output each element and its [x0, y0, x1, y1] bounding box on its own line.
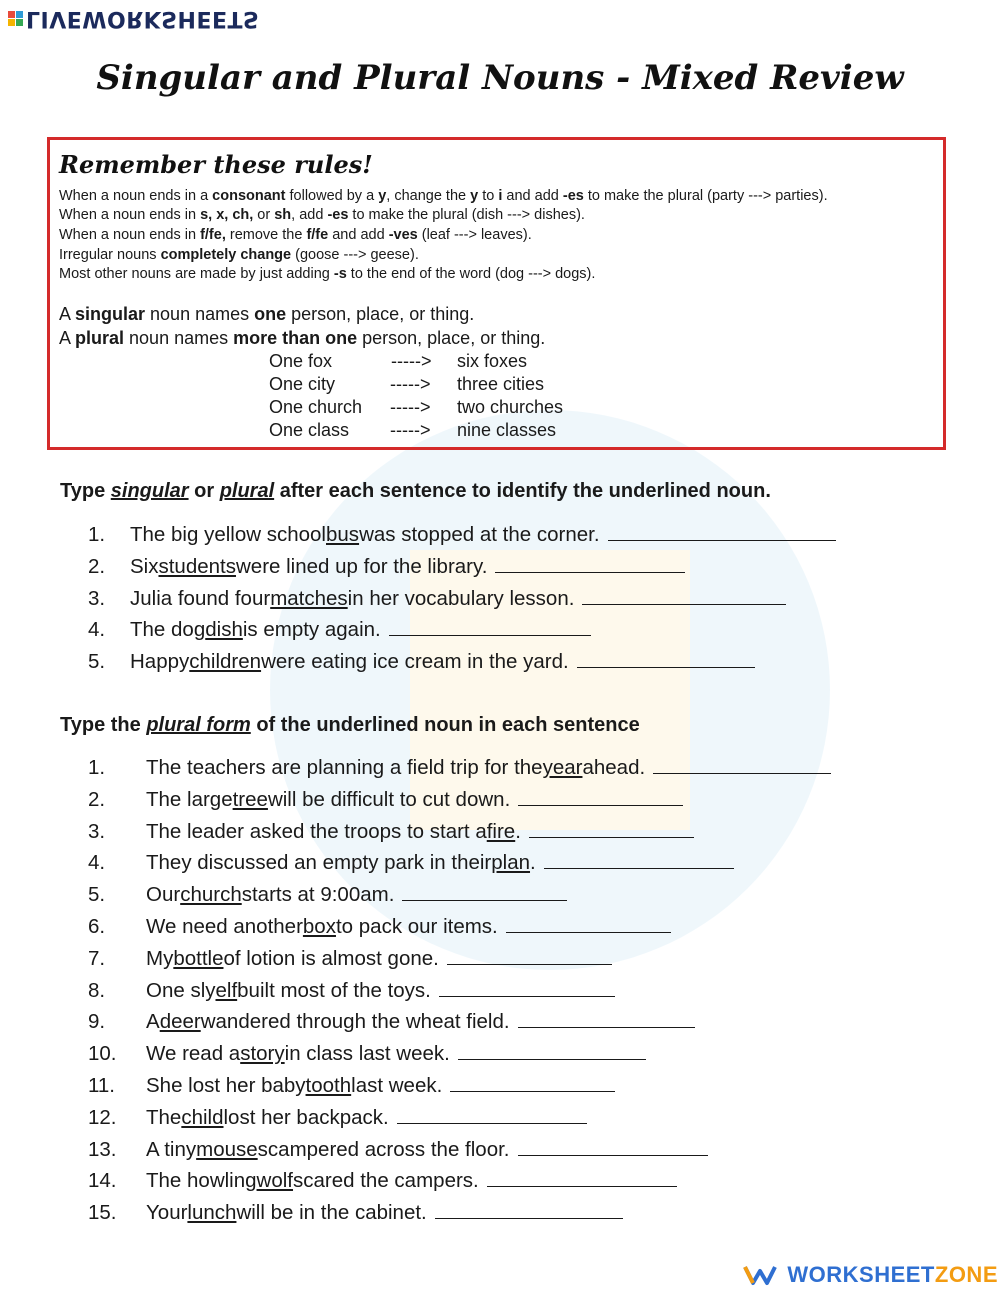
question-number: 1.	[88, 523, 106, 546]
rule-text: and add	[502, 188, 563, 204]
question-item	[88, 1009, 695, 1034]
answer-blank[interactable]	[389, 617, 591, 636]
question-number: 4.	[88, 851, 106, 875]
sentence-text: wandered through the wheat field.	[200, 1010, 510, 1034]
underlined-noun: box	[302, 915, 336, 938]
question-item	[88, 554, 685, 579]
answer-blank[interactable]	[506, 914, 671, 933]
question-number: 14.	[88, 1169, 117, 1193]
rule-text: remove the	[225, 227, 307, 243]
question-number: 4.	[88, 618, 106, 642]
sentence-text: will be in the cabinet.	[236, 1201, 427, 1225]
definition-text: noun names	[124, 328, 234, 348]
rule-text: to the end of the word (dog ---> dogs).	[346, 266, 596, 282]
answer-blank[interactable]	[487, 1168, 677, 1187]
question-item	[88, 586, 786, 611]
question-item	[88, 914, 671, 939]
example-plural: two churches	[457, 397, 564, 417]
sentence-text: to pack our items.	[335, 915, 498, 938]
definition-keyword: one	[254, 304, 287, 324]
question-number: 3.	[88, 819, 106, 843]
rule-text: When a noun ends in	[59, 227, 201, 243]
heading-keyword: plural	[219, 480, 275, 502]
question-number: 11.	[88, 1074, 115, 1097]
answer-blank[interactable]	[518, 1009, 695, 1028]
rule-text: followed by a	[285, 188, 379, 204]
answer-blank[interactable]	[518, 787, 683, 806]
definition-keyword: plural	[75, 328, 125, 348]
underlined-noun: tooth	[305, 1074, 352, 1097]
rule-text: Most other nouns are made by just adding	[59, 266, 334, 282]
answer-blank[interactable]	[518, 1137, 708, 1156]
sentence-text: My	[146, 946, 174, 970]
sentence-text: last week.	[351, 1074, 443, 1097]
definition-text: noun names	[145, 304, 255, 324]
answer-blank[interactable]	[450, 1073, 615, 1092]
underlined-noun: church	[180, 883, 242, 907]
sentence-text: The large	[146, 787, 233, 811]
question-item	[88, 787, 683, 812]
definition-line	[59, 328, 545, 349]
worksheetzone-footer	[743, 1262, 998, 1288]
sentence-text: One sly	[146, 978, 216, 1002]
example-plural: nine classes	[457, 420, 557, 440]
definition-text: A	[59, 328, 76, 348]
logo-blocks-icon	[8, 11, 23, 26]
rule-line	[59, 207, 585, 223]
rule-keyword: completely change	[160, 247, 292, 263]
footer-text-a: WORKSHEET	[787, 1262, 935, 1287]
rule-keyword: -s	[333, 266, 347, 282]
question-item	[88, 850, 734, 875]
question-item	[88, 1105, 587, 1130]
underlined-noun: elf	[215, 978, 238, 1002]
heading-text: Type the	[60, 714, 147, 736]
heading-text: Type	[60, 480, 111, 502]
question-number: 2.	[88, 787, 106, 811]
question-number: 12.	[88, 1105, 117, 1129]
sentence-text: The dog	[130, 618, 206, 642]
definition-keyword: more than one	[233, 328, 358, 348]
question-item	[88, 755, 831, 780]
sentence-text: will be difficult to cut down.	[267, 787, 511, 811]
sentence-text: is empty again.	[242, 618, 381, 642]
rule-keyword: y	[378, 188, 387, 204]
example-singular: One city	[269, 374, 336, 394]
rule-keyword: f/fe,	[200, 227, 226, 243]
underlined-noun: wolf	[256, 1169, 294, 1193]
underlined-noun: tree	[232, 787, 268, 811]
underlined-noun: matches	[270, 586, 348, 610]
rule-line	[59, 227, 532, 243]
rule-keyword: sh	[274, 207, 292, 223]
question-item	[88, 617, 591, 642]
rule-text: (leaf ---> leaves).	[417, 227, 532, 243]
page-title: Singular and Plural Nouns - Mixed Review	[96, 58, 904, 98]
sentence-text: They discussed an empty park in their	[146, 851, 492, 875]
answer-blank[interactable]	[447, 946, 612, 965]
sentence-text: were eating ice cream in the yard.	[261, 650, 569, 674]
underlined-noun: plan	[491, 851, 531, 875]
definition-text: person, place, or thing.	[286, 304, 475, 324]
question-number: 8.	[88, 978, 106, 1002]
question-item	[88, 882, 567, 907]
question-number: 3.	[88, 586, 106, 610]
sentence-text: A tiny	[146, 1137, 197, 1161]
heading-keyword: singular	[110, 480, 189, 502]
rule-keyword: s, x, ch,	[200, 207, 254, 223]
question-item	[88, 1073, 615, 1098]
liveworksheets-logo	[8, 6, 259, 31]
underlined-noun: lunch	[187, 1201, 237, 1225]
question-item	[88, 978, 615, 1003]
underlined-noun: deer	[159, 1010, 201, 1034]
question-number: 6.	[88, 915, 106, 938]
rule-text: to	[478, 188, 499, 204]
sentence-text: The teachers are planning a field trip for the	[146, 756, 543, 779]
question-number: 13.	[88, 1137, 117, 1161]
answer-blank[interactable]	[458, 1041, 646, 1060]
answer-blank[interactable]	[495, 554, 685, 573]
sentence-text: was stopped at the corner.	[359, 523, 600, 546]
example-arrow: ----->	[390, 374, 431, 394]
sentence-text: ahead.	[582, 756, 646, 779]
rule-keyword: i	[498, 188, 503, 204]
sentence-text: lost her backpack.	[223, 1105, 389, 1129]
worksheetzone-logo-icon	[743, 1264, 777, 1286]
sentence-text: were lined up for the library.	[235, 554, 488, 578]
question-item	[88, 946, 612, 971]
answer-blank[interactable]	[608, 522, 836, 541]
sentence-text: .	[515, 819, 521, 843]
sentence-text: .	[530, 851, 536, 875]
heading-text: of the underlined noun in each sentence	[250, 714, 640, 736]
question-item	[88, 1041, 646, 1066]
sentence-text: The big yellow school	[130, 523, 326, 546]
answer-blank[interactable]	[653, 755, 831, 774]
rule-keyword: -es	[562, 188, 584, 204]
rule-text: When a noun ends in	[59, 207, 201, 223]
underlined-noun: mouse	[196, 1137, 258, 1161]
underlined-noun: dish	[205, 618, 243, 642]
sentence-text: in her vocabulary lesson.	[347, 586, 575, 610]
underlined-noun: children	[189, 650, 262, 674]
underlined-noun: bus	[326, 523, 360, 546]
heading-keyword: plural form	[146, 714, 251, 736]
example-arrow: ----->	[390, 397, 431, 417]
rule-line	[59, 247, 419, 263]
sentence-text: The	[146, 1105, 182, 1129]
definition-line	[59, 304, 474, 325]
sentence-text: A	[146, 1010, 160, 1034]
question-number: 5.	[88, 883, 106, 907]
section1-heading	[60, 480, 771, 503]
footer-text-b: ZONE	[934, 1262, 998, 1287]
logo-text: LIVEWORKSHEETS	[26, 6, 260, 31]
answer-blank[interactable]	[544, 850, 734, 869]
sentence-text: We read a	[146, 1042, 241, 1066]
sentence-text: Your	[146, 1201, 188, 1225]
sentence-text: in class last week.	[284, 1042, 450, 1066]
sentence-text: starts at 9:00am.	[241, 883, 395, 907]
rule-text: Irregular nouns	[59, 247, 161, 263]
rules-box	[47, 137, 946, 450]
example-singular: One fox	[269, 351, 333, 371]
rule-text: (goose ---> geese).	[291, 247, 419, 263]
rule-text: , change the	[386, 188, 471, 204]
underlined-noun: year	[542, 756, 583, 779]
rule-line	[59, 266, 595, 282]
question-item	[88, 649, 755, 674]
definition-text: A	[59, 304, 76, 324]
answer-blank[interactable]	[397, 1105, 587, 1124]
sentence-text: Our	[146, 883, 181, 907]
sentence-text: Happy	[130, 650, 190, 674]
answer-blank[interactable]	[529, 819, 694, 838]
rule-text: When a noun ends in a	[59, 188, 213, 204]
sentence-text: Six	[130, 554, 159, 578]
question-number: 2.	[88, 554, 106, 578]
rule-line	[59, 188, 828, 204]
rule-text: and add	[328, 227, 389, 243]
underlined-noun: students	[158, 554, 236, 578]
answer-blank[interactable]	[582, 586, 786, 605]
example-arrow: ----->	[391, 351, 432, 371]
example-singular: One church	[269, 397, 363, 417]
question-number: 15.	[88, 1201, 117, 1225]
sentence-text: built most of the toys.	[237, 978, 431, 1002]
question-number: 1.	[88, 756, 106, 779]
question-item	[88, 819, 694, 844]
example-arrow: ----->	[390, 420, 431, 440]
sentence-text: Julia found four	[130, 586, 271, 610]
example-singular: One class	[269, 420, 350, 440]
sentence-text: We need another	[146, 915, 303, 938]
question-item	[88, 1200, 623, 1225]
answer-blank[interactable]	[439, 978, 615, 997]
sentence-text: of lotion is almost gone.	[223, 946, 439, 970]
example-plural: three cities	[457, 374, 545, 394]
example-plural: six foxes	[457, 351, 528, 371]
question-item	[88, 522, 836, 547]
underlined-noun: story	[240, 1042, 285, 1066]
answer-blank[interactable]	[435, 1200, 623, 1219]
rule-keyword: f/fe	[306, 227, 329, 243]
question-number: 10.	[88, 1042, 117, 1066]
rule-keyword: consonant	[212, 188, 286, 204]
rule-text: to make the plural (party ---> parties).	[583, 188, 828, 204]
answer-blank[interactable]	[402, 882, 567, 901]
rule-keyword: y	[470, 188, 479, 204]
question-item	[88, 1137, 708, 1162]
question-number: 5.	[88, 650, 106, 674]
sentence-text: scampered across the floor.	[257, 1137, 510, 1161]
heading-text: or	[188, 480, 220, 502]
rule-text: , add	[291, 207, 328, 223]
sentence-text: She lost her baby	[146, 1074, 306, 1097]
question-number: 7.	[88, 946, 106, 970]
rule-keyword: -es	[327, 207, 349, 223]
underlined-noun: bottle	[173, 946, 224, 970]
rule-text: or	[253, 207, 275, 223]
definition-text: person, place, or thing.	[357, 328, 546, 348]
underlined-noun: fire	[486, 819, 516, 843]
question-number: 9.	[88, 1010, 106, 1034]
question-item	[88, 1168, 677, 1193]
section2-heading	[60, 714, 640, 737]
rule-text: to make the plural (dish ---> dishes).	[348, 207, 585, 223]
underlined-noun: child	[181, 1105, 224, 1129]
sentence-text: scared the campers.	[293, 1169, 479, 1193]
answer-blank[interactable]	[577, 649, 755, 668]
heading-text: after each sentence to identify the underlined noun.	[274, 480, 771, 502]
sentence-text: The howling	[146, 1169, 257, 1193]
sentence-text: The leader asked the troops to start a	[146, 819, 487, 843]
definition-keyword: singular	[75, 304, 146, 324]
rule-keyword: -ves	[388, 227, 418, 243]
rules-heading: Remember these rules!	[59, 150, 373, 179]
